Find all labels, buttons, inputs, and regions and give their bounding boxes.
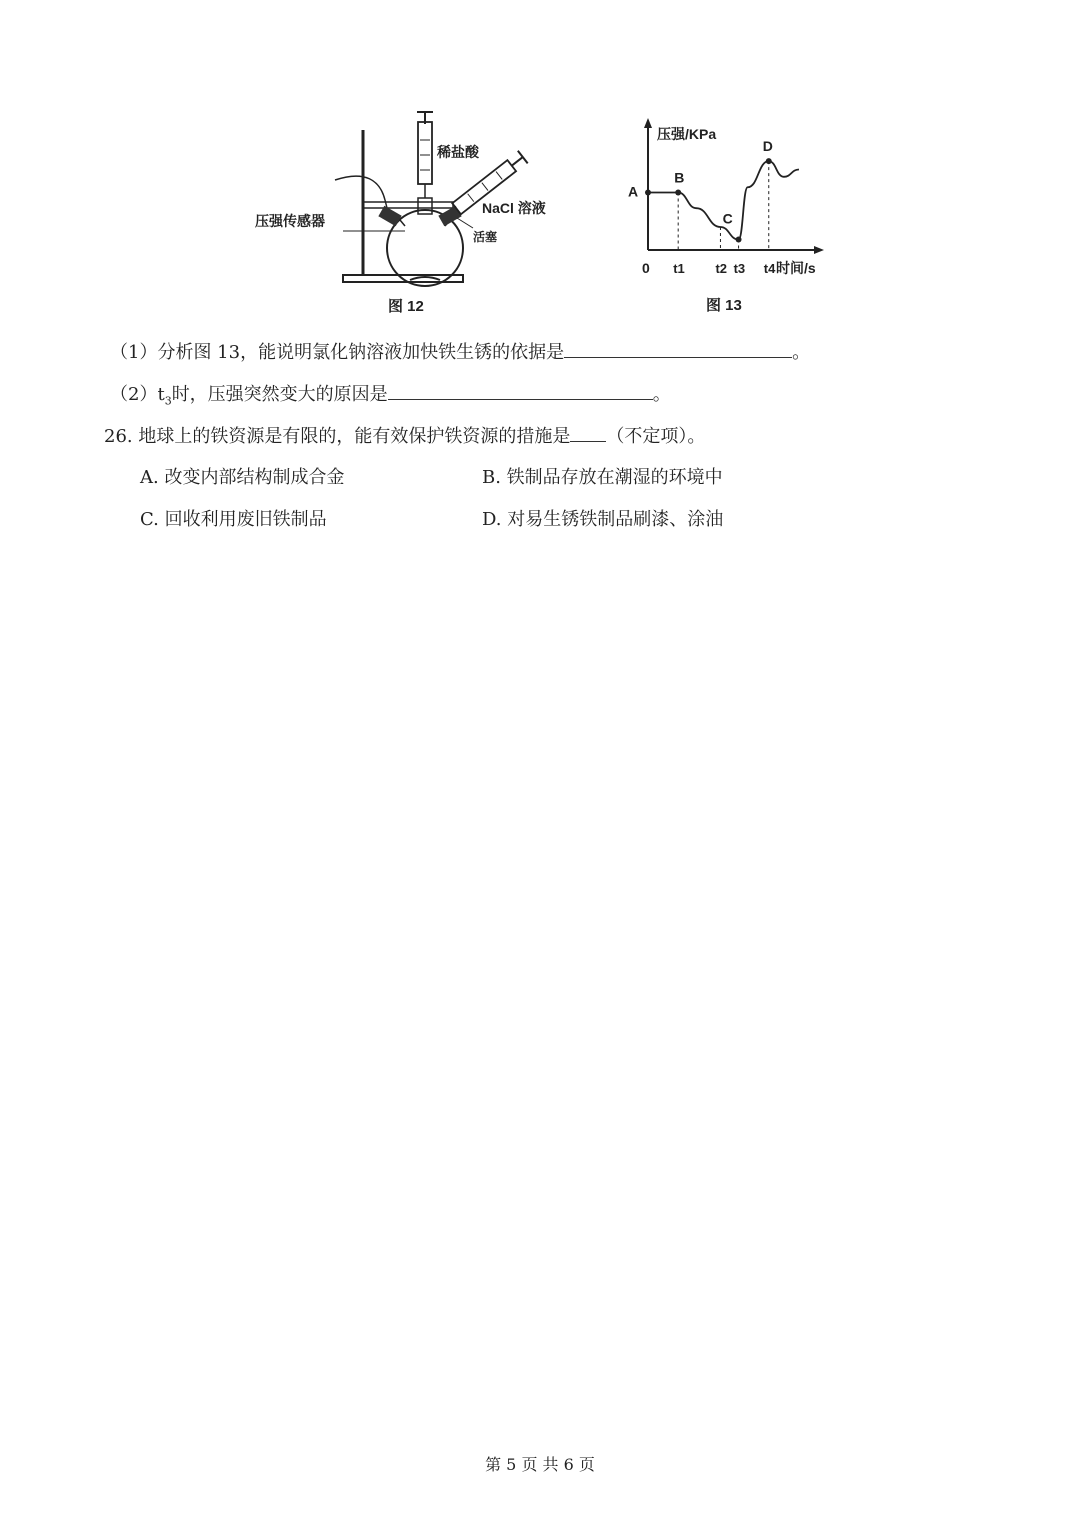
point-label-C: C bbox=[722, 210, 733, 227]
point-label-D: D bbox=[762, 138, 773, 155]
answer-blank-1[interactable] bbox=[564, 341, 792, 358]
point-D bbox=[766, 158, 772, 164]
option-c: C. 回收利用废旧铁制品 bbox=[140, 509, 327, 530]
point-label-B: B bbox=[674, 169, 685, 186]
question-1-end: 。 bbox=[792, 342, 811, 363]
tick-label-t2: t2 bbox=[715, 261, 728, 276]
point-A bbox=[645, 190, 651, 196]
question-2-prefix: （2）t bbox=[110, 384, 165, 405]
y-axis-arrow bbox=[644, 118, 652, 128]
option-a: A. 改变内部结构制成合金 bbox=[140, 467, 345, 488]
question-2 bbox=[110, 383, 671, 413]
y-axis-label: 压强/KPa bbox=[657, 126, 717, 142]
x-axis-arrow bbox=[814, 246, 824, 254]
question-2-subscript: 3 bbox=[164, 394, 172, 408]
point-B bbox=[675, 190, 681, 196]
origin-label: 0 bbox=[642, 260, 650, 276]
figure-13 bbox=[610, 115, 830, 285]
sensor-label: 压强传感器 bbox=[255, 213, 325, 229]
answer-blank-2[interactable] bbox=[388, 383, 653, 400]
apparatus-diagram bbox=[245, 110, 575, 295]
question-26 bbox=[104, 425, 705, 448]
x-axis-label: 时间/s bbox=[776, 260, 816, 276]
stopcock-label: 活塞 bbox=[473, 230, 498, 244]
point-C bbox=[736, 237, 742, 243]
question-1 bbox=[110, 341, 810, 364]
option-b: B. 铁制品存放在潮湿的环境中 bbox=[482, 467, 723, 488]
acid-label: 稀盐酸 bbox=[437, 144, 479, 160]
answer-blank-26[interactable] bbox=[570, 425, 606, 442]
tick-label-t4: t4 bbox=[763, 261, 776, 276]
tick-label-t3: t3 bbox=[733, 261, 746, 276]
question-26-end: （不定项）。 bbox=[606, 426, 706, 447]
pressure-curve bbox=[648, 161, 799, 239]
nacl-label: NaCl 溶液 bbox=[482, 200, 546, 216]
question-2-end: 。 bbox=[652, 384, 671, 405]
page-footer: 第 5 页 共 6 页 bbox=[485, 1455, 595, 1474]
figure-12-caption: 图 12 bbox=[388, 298, 424, 315]
point-label-A: A bbox=[628, 183, 639, 200]
pressure-chart bbox=[610, 115, 830, 285]
figure-12 bbox=[245, 110, 575, 295]
tick-label-t1: t1 bbox=[673, 261, 685, 276]
question-2-text: 时，压强突然变大的原因是 bbox=[171, 384, 388, 405]
question-26-text: 26. 地球上的铁资源是有限的，能有效保护铁资源的措施是 bbox=[104, 426, 571, 447]
question-1-text: （1）分析图 13，能说明氯化钠溶液加快铁生锈的依据是 bbox=[110, 342, 565, 363]
option-d: D. 对易生锈铁制品刷漆、涂油 bbox=[482, 509, 724, 530]
figure-13-caption: 图 13 bbox=[706, 297, 742, 314]
